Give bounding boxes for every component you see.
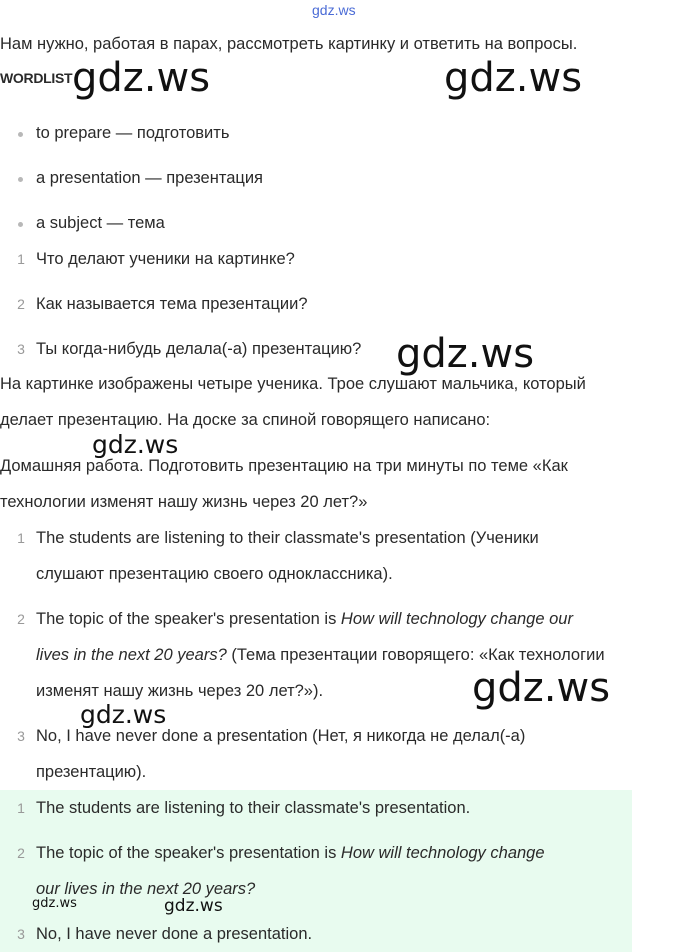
- answer-line: презентацию).: [36, 763, 147, 781]
- watermark-top: gdz.ws: [312, 2, 356, 18]
- list-number: 2: [17, 611, 25, 627]
- wordlist-title: WORDLIST: [0, 70, 73, 86]
- list-number: 3: [17, 728, 25, 744]
- final-answer: No, I have never done a presentation.: [36, 925, 313, 943]
- answer-line: lives in the next 20 years? (Тема презентации говорящего: «Как технологии: [36, 646, 605, 664]
- question: Ты когда-нибудь делала(-а) презентацию?: [36, 340, 362, 358]
- wordlist-item: to prepare — подготовить: [36, 124, 230, 142]
- wordlist-item: a subject — тема: [36, 214, 165, 232]
- description-line: Домашняя работа. Подготовить презентацию на три минуты по теме «Как: [0, 457, 568, 475]
- answer-line: No, I have never done a presentation (Нет, я никогда не делал(-а): [36, 727, 526, 745]
- question: Как называется тема презентации?: [36, 295, 308, 313]
- question: Что делают ученики на картинке?: [36, 250, 295, 268]
- answer-line: изменят нашу жизнь через 20 лет?»).: [36, 682, 324, 700]
- wordlist-item: a presentation — презентация: [36, 169, 263, 187]
- answer-line: слушают презентацию своего одноклассника).: [36, 565, 393, 583]
- watermark: gdz.ws: [92, 430, 179, 459]
- final-answer: our lives in the next 20 years?: [36, 880, 256, 898]
- list-number: 2: [17, 845, 25, 861]
- answer-line: The topic of the speaker's presentation is How will technology change our: [36, 610, 573, 628]
- final-answer: The topic of the speaker's presentation is How will technology change: [36, 844, 545, 862]
- watermark: gdz.ws: [396, 331, 535, 377]
- list-number: 1: [17, 530, 25, 546]
- intro-text: Нам нужно, работая в парах, рассмотреть картинку и ответить на вопросы.: [0, 35, 578, 53]
- watermark: gdz.ws: [444, 55, 583, 101]
- watermark: gdz.ws: [72, 55, 211, 101]
- list-number: 2: [17, 296, 25, 312]
- list-number: 1: [17, 800, 25, 816]
- description-line: На картинке изображены четыре ученика. Трое слушают мальчика, который: [0, 375, 586, 393]
- answer-line: The students are listening to their classmate's presentation (Ученики: [36, 529, 539, 547]
- bullet-icon: [18, 222, 23, 227]
- watermark: gdz.ws: [164, 896, 223, 916]
- bullet-icon: [18, 177, 23, 182]
- list-number: 3: [17, 341, 25, 357]
- list-number: 1: [17, 251, 25, 267]
- description-line: делает презентацию. На доске за спиной говорящего написано:: [0, 411, 491, 429]
- final-answer: The students are listening to their classmate's presentation.: [36, 799, 471, 817]
- watermark: gdz.ws: [32, 896, 77, 911]
- description-line: технологии изменят нашу жизнь через 20 лет?»: [0, 493, 368, 511]
- watermark: gdz.ws: [472, 665, 611, 711]
- bullet-icon: [18, 132, 23, 137]
- list-number: 3: [17, 926, 25, 942]
- watermark: gdz.ws: [80, 700, 167, 729]
